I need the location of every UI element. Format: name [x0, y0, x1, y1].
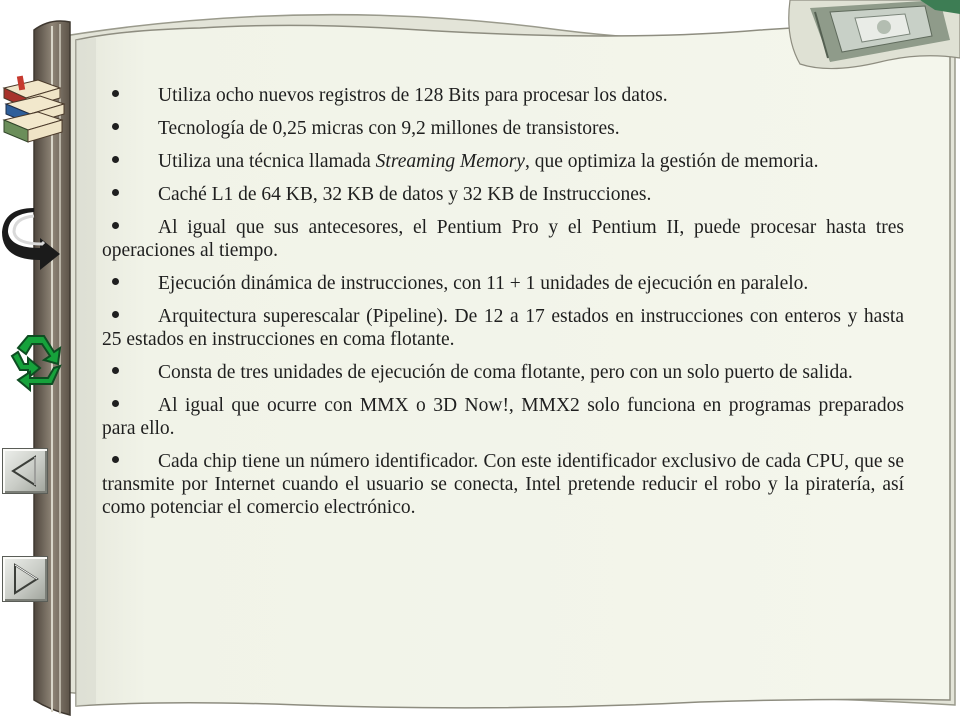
bullet-item: Al igual que ocurre con MMX o 3D Now!, MMX2 solo funciona en programas preparados para ello.	[102, 395, 904, 439]
bullet-dot-icon	[112, 305, 158, 328]
bullet-item: Al igual que sus antecesores, el Pentium Pro y el Pentium II, puede procesar hasta tres operaciones al tiempo.	[102, 217, 904, 261]
previous-button[interactable]	[2, 448, 48, 494]
return-arrow-icon	[0, 208, 72, 272]
previous-triangle-icon	[3, 449, 47, 493]
bullet-item: Cada chip tiene un número identificador. Con este identificador exclusivo de cada CPU, que se transmite por Internet cuando el usuario se conecta, Intel pretende reducir el robo y la piratería, así como potenciar el comercio electrónico.	[102, 451, 904, 518]
bullet-item: Caché L1 de 64 KB, 32 KB de datos y 32 KB de Instrucciones.	[102, 183, 904, 206]
bullet-dot-icon	[112, 84, 158, 107]
bullet-dot-icon	[112, 117, 158, 140]
bullet-item: Tecnología de 0,25 micras con 9,2 millones de transistores.	[102, 117, 904, 140]
bullet-dot-icon	[112, 150, 158, 173]
bullet-item: Arquitectura superescalar (Pipeline). De 12 a 17 estados en instrucciones con enteros y hasta 25 estados en instrucciones en coma flotante.	[102, 306, 904, 350]
bullet-item: Utiliza una técnica llamada Streaming Memory, que optimiza la gestión de memoria.	[102, 150, 904, 173]
books-button[interactable]	[0, 74, 72, 150]
cpu-chip-image	[800, 0, 960, 70]
recycle-button[interactable]	[0, 330, 72, 394]
bullet-dot-icon	[112, 272, 158, 295]
bullet-list	[102, 84, 904, 529]
return-button[interactable]	[0, 208, 72, 272]
next-triangle-icon	[3, 557, 47, 601]
recycle-icon	[0, 330, 72, 394]
bullet-dot-icon	[112, 183, 158, 206]
next-button[interactable]	[2, 556, 48, 602]
bullet-item: Utiliza ocho nuevos registros de 128 Bits para procesar los datos.	[102, 84, 904, 107]
bullet-item: Consta de tres unidades de ejecución de coma flotante, pero con un solo puerto de salida.	[102, 361, 904, 384]
bullet-dot-icon	[112, 216, 158, 239]
bullet-dot-icon	[112, 361, 158, 384]
books-icon	[0, 74, 72, 150]
bullet-dot-icon	[112, 450, 158, 473]
bullet-dot-icon	[112, 394, 158, 417]
bullet-item: Ejecución dinámica de instrucciones, con 11 + 1 unidades de ejecución en paralelo.	[102, 272, 904, 295]
